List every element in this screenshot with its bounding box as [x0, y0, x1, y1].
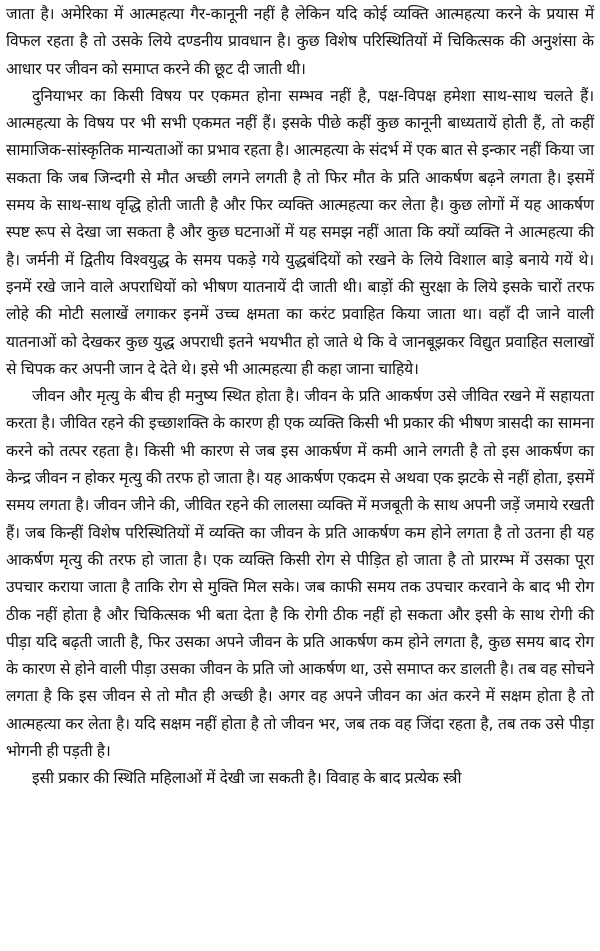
- paragraph-3: जीवन और मृत्यु के बीच ही मनुष्य स्थित होता है। जीवन के प्रति आकर्षण उसे जीवित रखने में सहायता करता है। जीवित रहने की इच्छाशक्ति के कारण ही एक व्यक्ति किसी भी प्रकार की भीषण त्रासदी का सामना करने को तत्पर रहता है। किसी भी कारण से जब इस आकर्षण में कमी आने लगती है तो इस आकर्षण का केन्द्र जीवन न होकर मृत्यु की तरफ हो जाता है। यह आकर्षण एकदम से अथवा एक झटके से नहीं होता, इसमें समय लगता है। जीवन जीने की, जीवित रहने की लालसा व्यक्ति में मजबूती के साथ अपनी जड़ें जमाये रखती हैं। जब किन्हीं विशेष परिस्थितियों में व्यक्ति का जीवन के प्रति आकर्षण कम होने लगता है तो उतना ही यह आकर्षण मृत्यु की तरफ हो जाता है। एक व्यक्ति किसी रोग से पीड़ित हो जाता है तो प्रारम्भ में उसका पूरा उपचार कराया जाता है ताकि रोग से मुक्ति मिल सके। जब काफी समय तक उपचार करवाने के बाद भी रोग ठीक नहीं होता है और चिकित्सक भी बता देता है कि रोगी ठीक नहीं हो सकता और इसी के साथ रोगी की पीड़ा यदि बढ़ती जाती है, फिर उसका अपने जीवन के प्रति आकर्षण कम होने लगता है, कुछ समय बाद रोग के कारण से होने वाली पीड़ा उसका जीवन के प्रति जो आकर्षण था, उसे समाप्त कर डालती है। तब वह सोचने लगता है कि इस जीवन से तो मौत ही अच्छी है। अगर वह अपने जीवन का अंत करने में सक्षम होता है तो आत्महत्या कर लेता है। यदि सक्षम नहीं होता है तो जीवन भर, जब तक वह जिंदा रहता है, तब तक उसे पीड़ा भोगनी ही पड़ती है।: [6, 387, 594, 761]
- paragraph-2: दुनियाभर का किसी विषय पर एकमत होना सम्भव नहीं है, पक्ष-विपक्ष हमेशा साथ-साथ चलते हैं। आत्महत्या के विषय पर भी सभी एकमत नहीं हैं। इसके पीछे कहीं कुछ कानूनी बाध्यतायें होती हैं, तो कहीं सामाजिक-सांस्कृतिक मान्यताओं का प्रभाव रहता है। आत्महत्या के संदर्भ में एक बात से इन्कार नहीं किया जा सकता कि जब जिन्दगी से मौत अच्छी लगने लगती है तो फिर मौत के प्रति आकर्षण बढ़ने लगता है। इसमें समय के साथ-साथ वृद्धि होती जाती है और फिर व्यक्ति आत्महत्या कर लेता है। कुछ लोगों में यह आकर्षण स्पष्ट रूप से देखा जा सकता है और कुछ घटनाओं में यह समझ नहीं आता कि क्यों व्यक्ति ने आत्महत्या की है। जर्मनी में द्वितीय विश्वयुद्ध के समय पकड़े गये युद्धबंदियों को रखने के लिये विशाल बाड़े बनाये गयें थे। इनमें रखे जाने वाले अपराधियों को भीषण यातनायें दी जाती थी। बाड़ों की सुरक्षा के लिये इसके चारों तरफ लोहे की मोटी सलाखें लगाकर इनमें उच्च क्षमता का करंट प्रवाहित किया जाता था। वहाँ दी जाने वाली यातनाओं को देखकर कुछ युद्ध अपराधी इतने भयभीत हो जाते थे कि वे जानबूझकर विद्युत प्रवाहित सलाखों से चिपक कर अपनी जान दे देते थे। इसे भी आत्महत्या ही कहा जाना चाहिये।: [6, 86, 594, 378]
- paragraph-1: जाता है। अमेरिका में आत्महत्या गैर-कानूनी नहीं है लेकिन यदि कोई व्यक्ति आत्महत्या करने के प्रयास में विफल रहता है तो उसके लिये दण्डनीय प्रावधान है। कुछ विशेष परिस्थितियों में चिकित्सक की अनुशंसा के आधार पर जीवन को समाप्त करने की छूट दी जाती थी।: [6, 5, 594, 78]
- paragraph-4: इसी प्रकार की स्थिति महिलाओं में देखी जा सकती है। विवाह के बाद प्रत्येक स्त्री: [32, 769, 462, 788]
